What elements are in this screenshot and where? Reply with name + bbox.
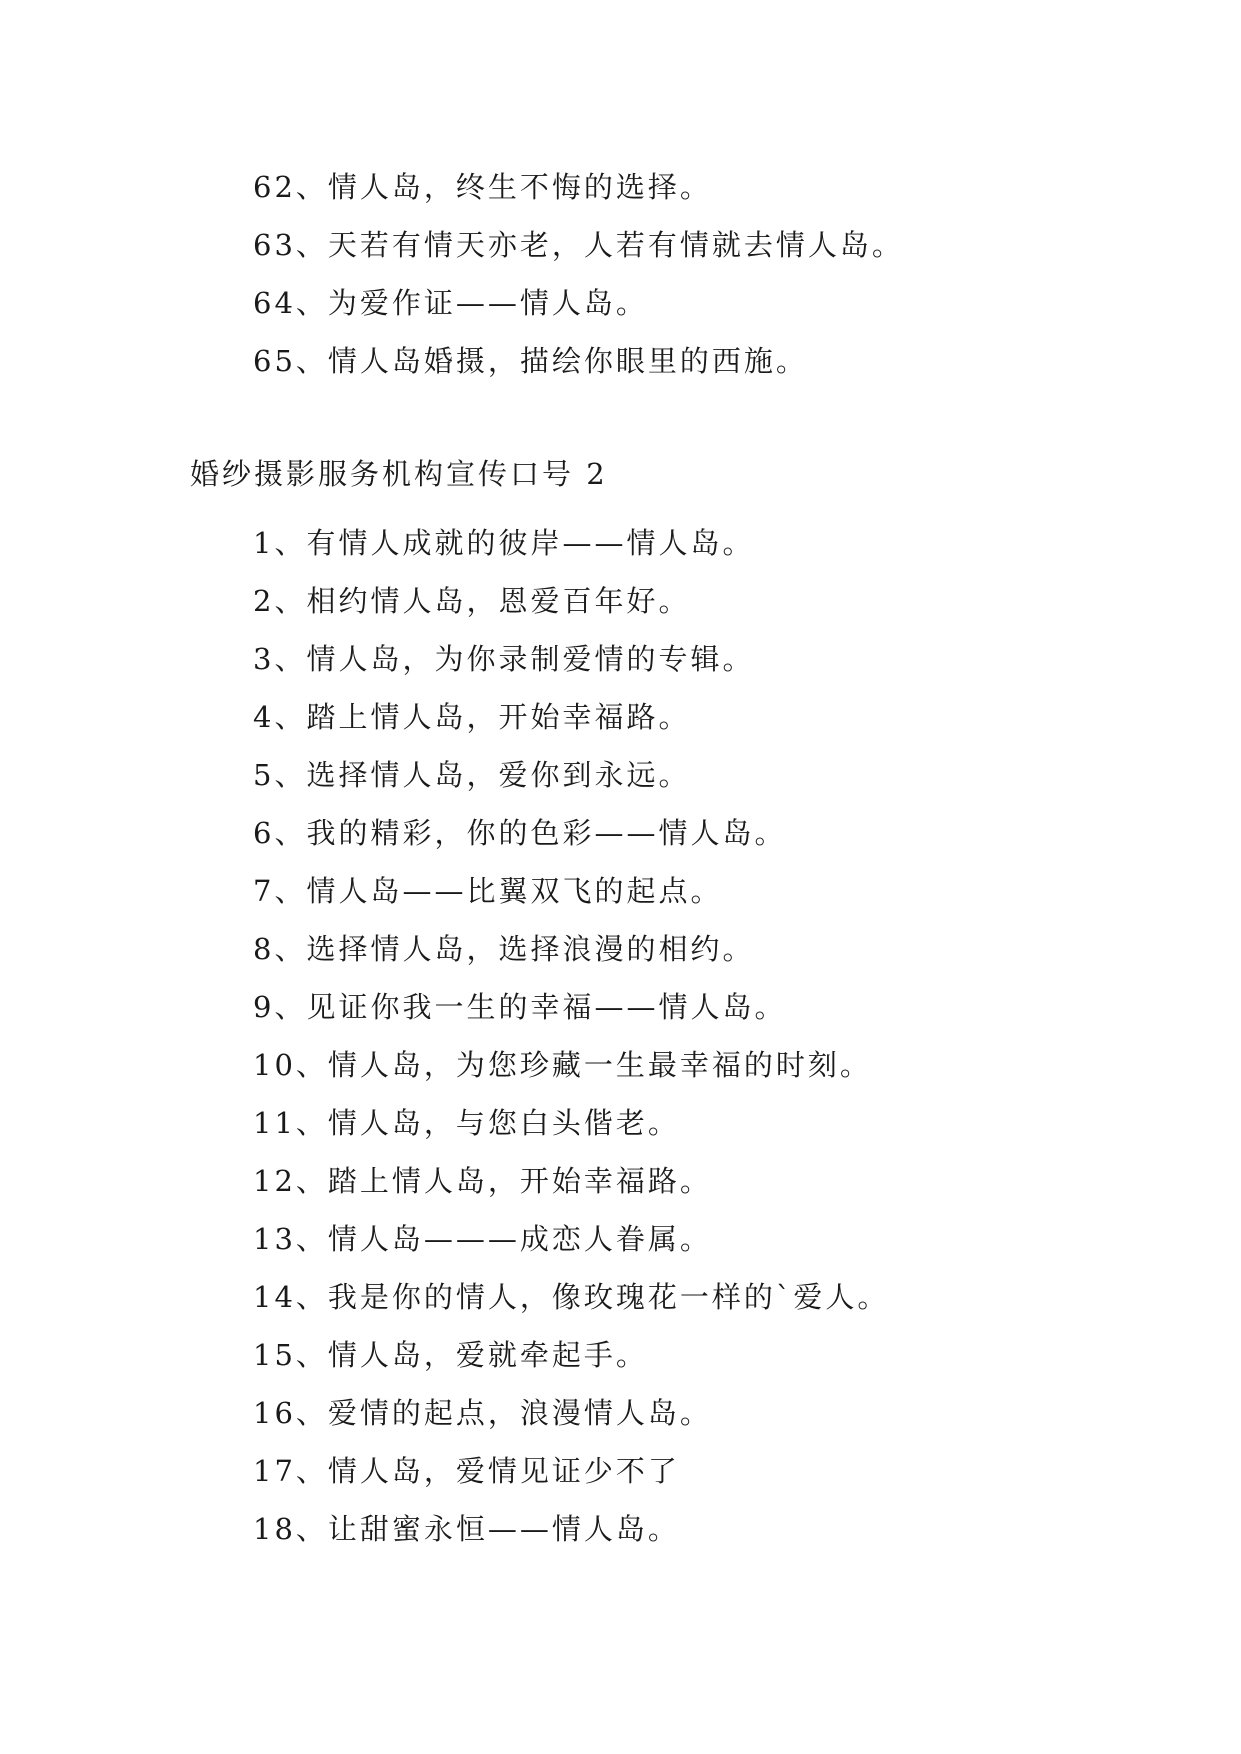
list-item: 6、我的精彩，你的色彩——情人岛。 bbox=[253, 816, 787, 850]
list-item: 4、踏上情人岛，开始幸福路。 bbox=[253, 700, 691, 734]
list-item: 17、情人岛，爱情见证少不了 bbox=[253, 1454, 680, 1488]
list-item: 12、踏上情人岛，开始幸福路。 bbox=[253, 1164, 712, 1198]
list-item: 65、情人岛婚摄，描绘你眼里的西施。 bbox=[253, 344, 808, 378]
list-item: 3、情人岛，为你录制爱情的专辑。 bbox=[253, 642, 755, 676]
list-item: 18、让甜蜜永恒——情人岛。 bbox=[253, 1512, 680, 1546]
list-item: 16、爱情的起点，浪漫情人岛。 bbox=[253, 1396, 712, 1430]
list-item: 10、情人岛，为您珍藏一生最幸福的时刻。 bbox=[253, 1048, 872, 1082]
list-item: 15、情人岛，爱就牵起手。 bbox=[253, 1338, 648, 1372]
list-item: 13、情人岛———成恋人眷属。 bbox=[253, 1222, 712, 1256]
list-item: 9、见证你我一生的幸福——情人岛。 bbox=[253, 990, 787, 1024]
list-item: 63、天若有情天亦老，人若有情就去情人岛。 bbox=[253, 228, 904, 262]
list-item: 1、有情人成就的彼岸——情人岛。 bbox=[253, 526, 755, 560]
slogan-list bbox=[253, 514, 889, 1558]
list-item: 11、情人岛，与您白头偕老。 bbox=[253, 1106, 680, 1140]
list-item: 62、情人岛，终生不悔的选择。 bbox=[253, 170, 712, 204]
list-item: 8、选择情人岛，选择浪漫的相约。 bbox=[253, 932, 755, 966]
list-item: 14、我是你的情人，像玫瑰花一样的`爱人。 bbox=[253, 1280, 890, 1314]
list-item: 2、相约情人岛，恩爱百年好。 bbox=[253, 584, 691, 618]
list-item: 64、为爱作证——情人岛。 bbox=[253, 286, 648, 320]
list-item: 7、情人岛——比翼双飞的起点。 bbox=[253, 874, 723, 908]
list-item: 5、选择情人岛，爱你到永远。 bbox=[253, 758, 691, 792]
slogan-list-continued bbox=[253, 158, 904, 390]
section-heading: 婚纱摄影服务机构宣传口号 2 bbox=[190, 457, 608, 491]
